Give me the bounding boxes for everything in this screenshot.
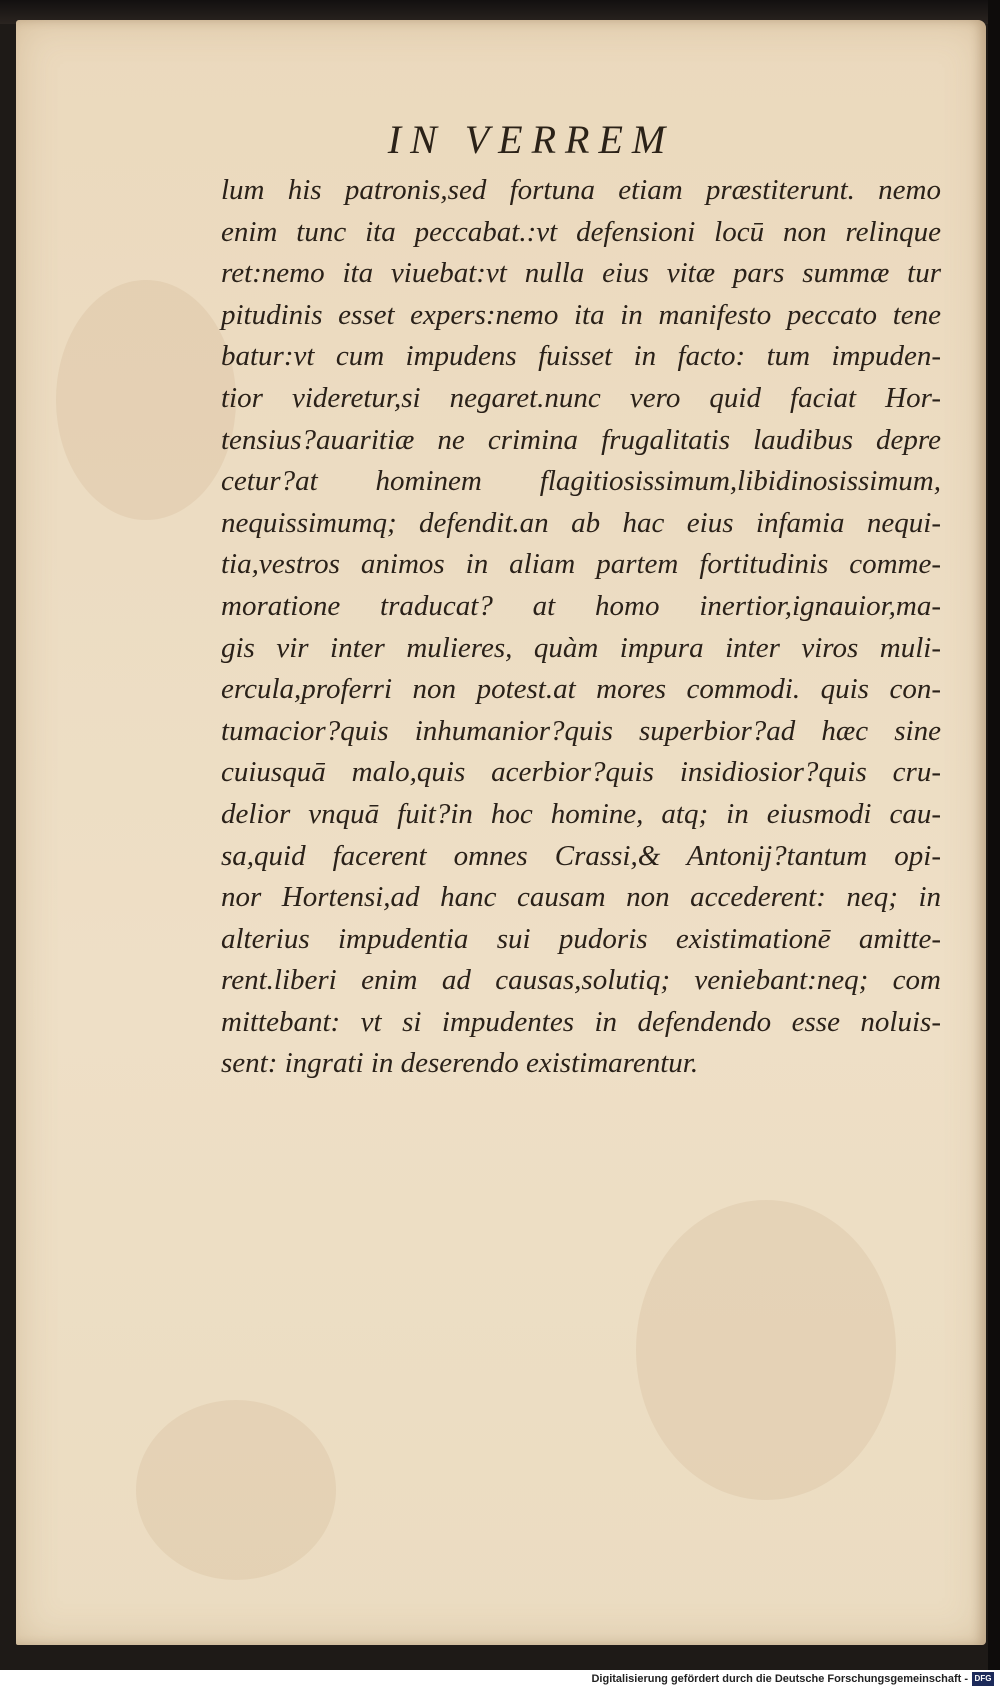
text-line: tia,vestros animos in aliam partem fortitudinis comme- [221,548,941,581]
foxing-stain [136,1400,336,1580]
text-line: delior vnquā fuit?in hoc homine, atq; in eiusmodi cau- [221,797,941,830]
text-line: cetur?at hominem flagitiosissimum,libidinosissimum, [221,465,941,498]
book-page [16,20,986,1645]
footer-bar [0,1670,1000,1691]
funding-credit: Digitalisierung gefördert durch die Deutsche Forschungsgemeinschaft - [591,1673,968,1685]
text-line: sent: ingrati in deserendo existimarentur. [221,1047,699,1080]
text-line: batur:vt cum impudens fuisset in facto: tum impuden- [221,340,941,373]
body-text [221,170,941,1085]
text-line: rent.liberi enim ad causas,solutiq; veniebant:neq; com [221,964,941,997]
text-line: gis vir inter mulieres, quàm impura inter viros muli- [221,631,941,664]
text-line: enim tunc ita peccabat.:vt defensioni locū non relinque [221,215,941,248]
foxing-stain [56,280,236,520]
text-line: cuiusquā malo,quis acerbior?quis insidiosior?quis cru- [221,756,941,789]
text-line: lum his patronis,sed fortuna etiam præstiterunt. nemo [221,174,941,206]
scan-right-edge [988,0,1000,1670]
text-line: ret:nemo ita viuebat:vt nulla eius vitæ pars summæ tur [221,257,941,290]
text-line: mittebant: vt si impudentes in defendendo esse noluis- [221,1005,941,1038]
dfg-logo-icon: DFG [972,1672,994,1686]
text-line: pitudinis esset expers:nemo ita in manifesto peccato tene [221,298,941,331]
text-line: tensius?auaritiæ ne crimina frugalitatis laudibus depre [221,423,941,456]
foxing-stain [636,1200,896,1500]
text-line: moratione traducat? at homo inertior,ignauior,ma- [221,589,941,622]
running-head: IN VERREM [387,117,675,162]
text-line: ercula,proferri non potest.at mores commodi. quis con- [221,673,941,706]
text-line: alterius impudentia sui pudoris existimationē amitte- [221,922,941,955]
text-line: tumacior?quis inhumanior?quis superbior?ad hæc sine [221,714,941,747]
text-line: sa,quid facerent omnes Crassi,& Antonij?tantum opi- [221,839,941,872]
text-line: tior videretur,si negaret.nunc vero quid faciat Hor- [221,381,941,414]
text-line: nequissimumq; defendit.an ab hac eius infamia nequi- [221,506,941,539]
text-line: nor Hortensi,ad hanc causam non accederent: neq; in [221,881,941,914]
